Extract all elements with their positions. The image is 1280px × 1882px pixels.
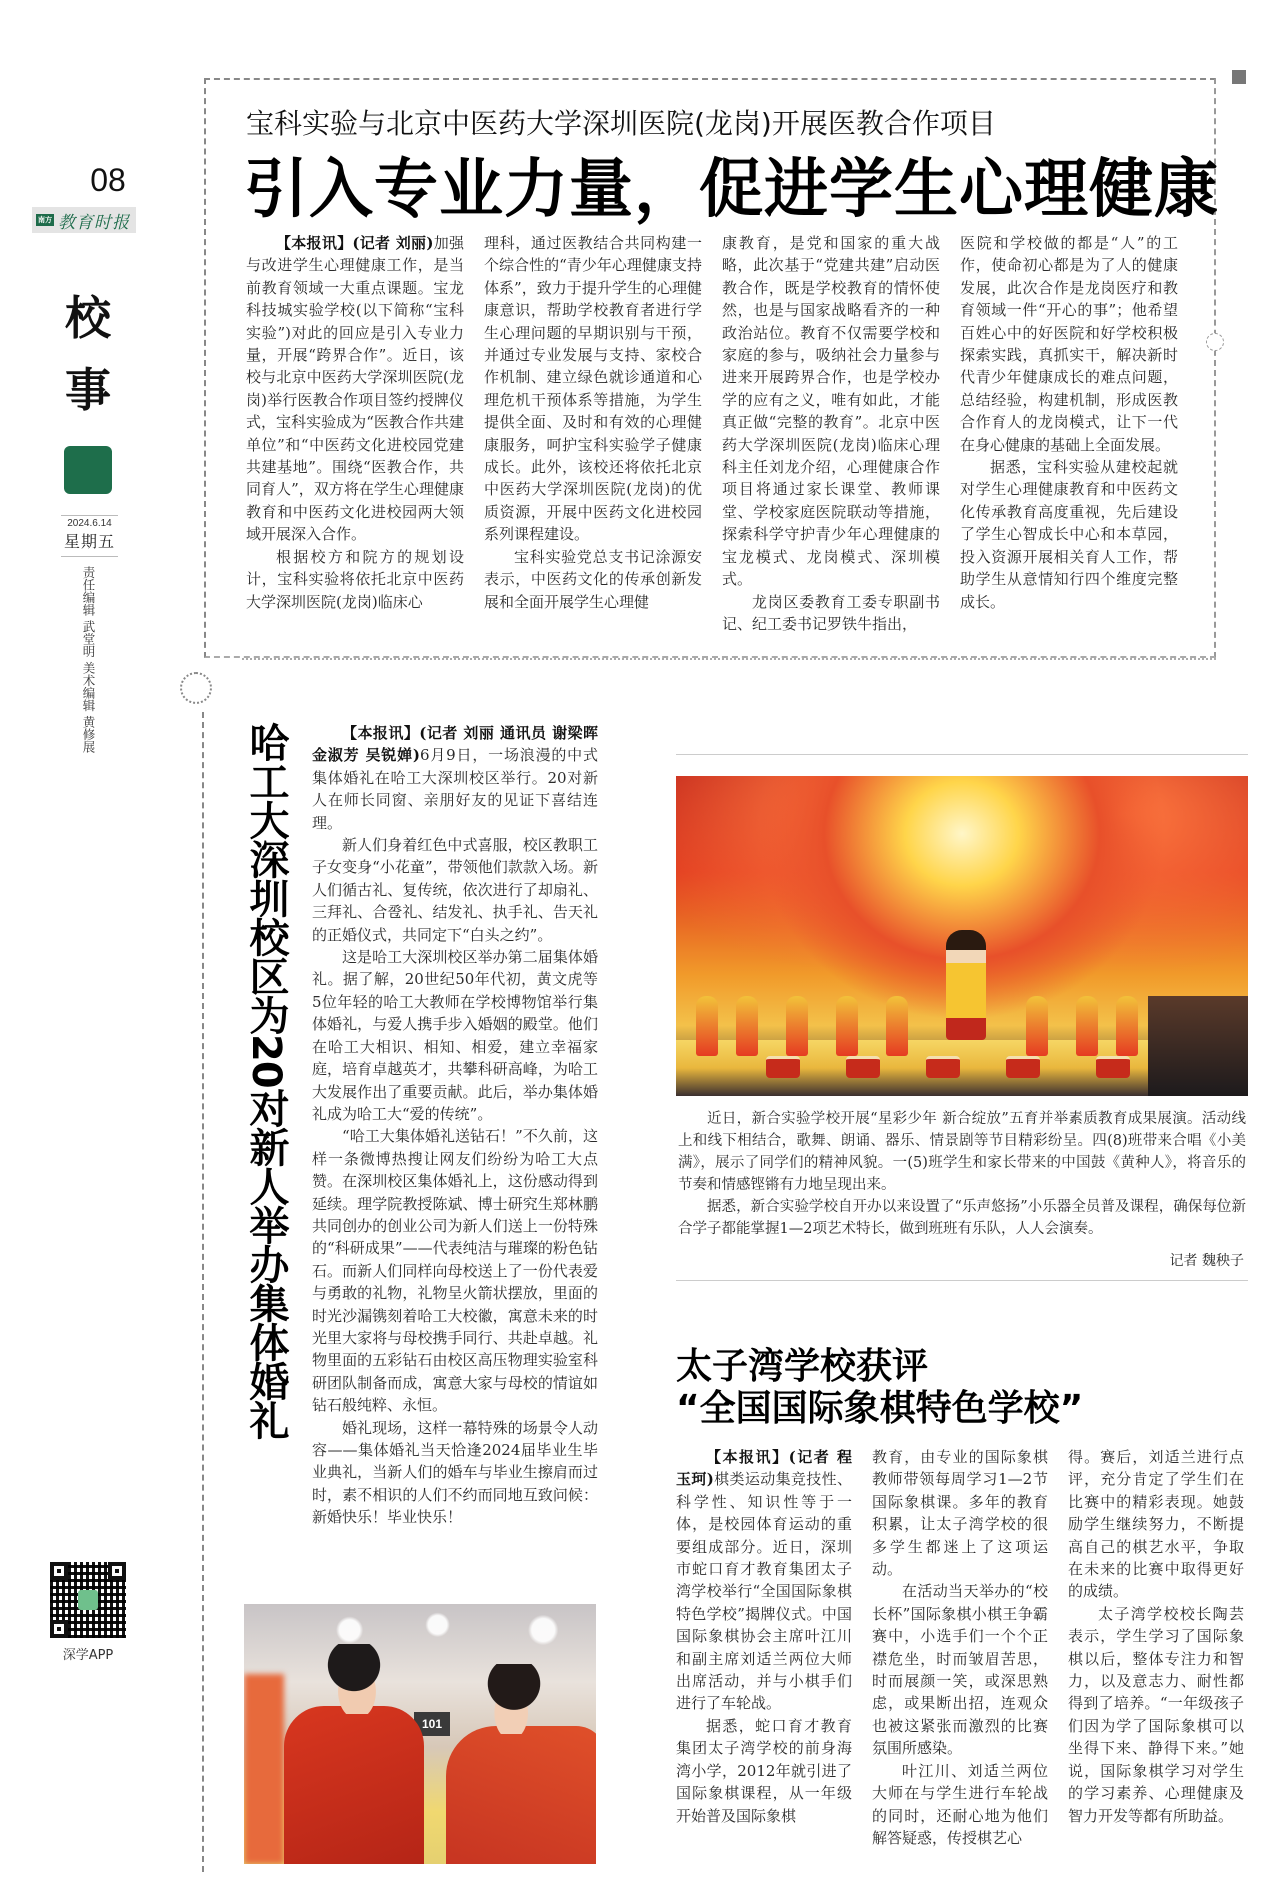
qr-code-icon[interactable] bbox=[50, 1562, 126, 1638]
article1-kicker: 宝科实验与北京中医药大学深圳医院(龙岗)开展医教合作项目 bbox=[246, 107, 996, 140]
section-divider bbox=[242, 658, 1216, 660]
photo-bottom-rule bbox=[676, 1280, 1248, 1281]
section-title-char-1: 校 bbox=[65, 291, 111, 345]
performance-photo bbox=[676, 776, 1248, 1096]
issue-date bbox=[61, 515, 118, 557]
paragraph: 教育，由专业的国际象棋教师带领每周学习1—2节国际象棋课。多年的教育积累，让太子湾学校的很多学生都迷上了这项运动。 bbox=[872, 1448, 1048, 1579]
frame-corner-marker bbox=[1232, 70, 1246, 84]
bride-figure bbox=[446, 1664, 596, 1864]
article2-body bbox=[312, 722, 598, 1529]
paragraph: 叶江川、刘适兰两位大师在与学生进行车轮战的同时，还耐心地为他们解答疑惑，传授棋艺心 bbox=[872, 1761, 1048, 1847]
paragraph: 婚礼现场，这样一幕特殊的场景令人动容——集体婚礼当天恰逢2024届毕业生毕业典礼，当新人们的婚车与毕业生擦肩而过时，素不相识的人们不约而同地互致问候：新婚快乐！毕业快乐！ bbox=[312, 1418, 598, 1527]
paragraph: 康教育，是党和国家的重大战略，此次基于“党建共建”启动医教合作，既是学校教育的情怀使然，也是与国家战略看齐的一种政治站位。教育不仅需要学校和家庭的参与，吸纳社会力量参与进来开展跨界合作，也是学校办学的应有之义，唯有如此，才能真正做“完整的教育”。北京中医药大学深圳医院(龙岗)临床心理科主任刘龙介绍，心理健康合作项目将通过家长课堂、教师课堂、学校家庭医院联动等措施，探索科学守护青少年心理健康的宝龙模式、龙岗模式、深圳模式。 bbox=[722, 234, 940, 589]
caption-paragraph: 据悉，新合实验学校自开办以来设置了“乐声悠扬”小乐器全员普及课程，确保每位新合学子都能掌握1—2项艺术特长，做到班班有乐队，人人会演奏。 bbox=[678, 1199, 1246, 1237]
photo-top-rule bbox=[676, 754, 1248, 755]
paragraph: “哈工大集体婚礼送钻石！”不久前，这样一条微博热搜让网友们纷纷为哈工大点赞。在深圳校区集体婚礼上，这份感动得到延续。理学院教授陈斌、博士研究生郑林鹏共同创办的创业公司为新人们送上一份特殊的“科研成果”——代表纯洁与璀璨的粉色钻石。而新人们同样向母校送上了一份代表爱与勇敢的礼物，礼物呈火箭状摆放，里面的时光沙漏镌刻着哈工大校徽，寓意未来的时光里大家将与母校携手同行、共赴卓越。礼物里面的五彩钻石由校区高压物理实验室科研团队制备而成，寓意大家与母校的情谊如钻石般纯粹、永恒。 bbox=[312, 1127, 598, 1415]
section-color-block bbox=[64, 446, 112, 494]
article2-frame-line bbox=[202, 712, 204, 1872]
article1-column-4 bbox=[960, 232, 1178, 613]
paragraph: 根据校方和院方的规划设计，宝科实验将依托北京中医药大学深圳医院(龙岗)临床心 bbox=[246, 547, 464, 611]
paragraph: 【本报讯】(记者 刘丽)加强与改进学生心理健康工作，是当前教育领域一大重点课题。宝龙科技城实验学校(以下简称“宝科实验”)对此的回应是引入专业力量，开展“跨界合作”。近日，该校与北京中医药大学深圳医院(龙岗)举行医教合作项目签约授牌仪式，宝科实验成为“医教合作共建单位”和“中医药文化进校园党建共建基地”。围绕“医教合作，共同育人”，双方将在学生心理健康教育和中医药文化进校园两大领域开展深入合作。 bbox=[246, 234, 464, 544]
groom-figure bbox=[284, 1644, 414, 1864]
section-title-char-2: 事 bbox=[65, 363, 111, 417]
logo-badge: 南方 bbox=[36, 214, 54, 226]
frame-circle-ornament bbox=[1206, 333, 1224, 351]
paragraph: 得。赛后，刘适兰进行点评，充分肯定了学生们在比赛中的精彩表现。她鼓励学生继续努力，不断提高自己的棋艺水平，争取在未来的比赛中取得更好的成绩。 bbox=[1068, 1448, 1244, 1601]
wedding-photo bbox=[244, 1604, 596, 1864]
article3-column-2 bbox=[872, 1446, 1048, 1849]
article3-headline bbox=[676, 1346, 1083, 1430]
paragraph: 医院和学校做的都是“人”的工作，使命初心都是为了人的健康发展，此次合作是龙岗医疗和教育领域一件“开心的事”；他希望百姓心中的好医院和好学校积极探索实践，真抓实干，解决新时代青少年健康成长的难点问题，总结经验，构建机制，形成医教合作育人的龙岗模式，让下一代在身心健康的基础上全面发展。 bbox=[960, 234, 1178, 454]
headline-line-2: “全国国际象棋特色学校” bbox=[676, 1388, 1084, 1429]
divider-circle-ornament bbox=[180, 672, 212, 704]
app-logo-icon bbox=[78, 1590, 98, 1610]
article1-column-2 bbox=[484, 232, 702, 613]
headline-line-1: 太子湾学校获评 bbox=[676, 1346, 929, 1387]
lead-performer bbox=[946, 930, 986, 1040]
editors-credit: 责任编辑 武堂明 美术编辑 黄修展 bbox=[81, 566, 96, 753]
paragraph: 太子湾学校校长陶芸表示，学生学习了国际象棋以后，整体专注力和智力，以及意志力、耐性都得到了培养。“一年级孩子们因为学了国际象棋可以坐得下来、静得下来。”她说，国际象棋学习对学生的学习素养、心理健康及智力开发等都有所助益。 bbox=[1068, 1604, 1244, 1825]
date-text: 2024.6.14 bbox=[67, 518, 112, 529]
qr-code-label: 深学APP bbox=[62, 1648, 114, 1663]
venue-sign: 101 bbox=[414, 1712, 450, 1736]
paragraph: 新人们身着红色中式喜服，校区教职工子女变身“小花童”，带领他们款款入场。新人们循古礼、复传统，依次进行了却扇礼、三拜礼、合卺礼、结发礼、执手礼、告天礼的正婚仪式，共同定下“白头之约”。 bbox=[312, 836, 598, 944]
article1-column-3 bbox=[722, 232, 940, 635]
paragraph: 据悉，宝科实验从建校起就对学生心理健康教育和中医药文化传承教育高度重视，先后建设了学生心智成长中心和本草园，投入资源开展相关育人工作，帮助学生从意情知行四个维度完整成长。 bbox=[960, 458, 1178, 611]
paragraph: 据悉，蛇口育才教育集团太子湾学校的前身海湾小学，2012年就引进了国际象棋课程，从一年级开始普及国际象棋 bbox=[676, 1716, 852, 1825]
paragraph: 理科，通过医教结合共同构建一个综合性的“青少年心理健康支持体系”，致力于提升学生的心理健康意识，帮助学校教育者进行学生心理问题的早期识别与干预，并通过专业发展与支持、家校合作机制、建立绿色就诊通道和心理危机干预体系等措施，为学生提供全面、及时和有效的心理健康服务，呵护宝科实验学子健康成长。此外，该校还将依托北京中医药大学深圳医院(龙岗)的优质资源，开展中医药文化进校园系列课程建设。 bbox=[484, 234, 702, 544]
paragraph: 这是哈工大深圳校区举办第二届集体婚礼。据了解，20世纪50年代初，黄文虎等5位年轻的哈工大教师在学校博物馆举行集体婚礼，与爱人携手步入婚姻的殿堂。他们在哈工大相识、相知、相爱，建立幸福家庭，培育卓越英才，共攀科研高峰，为哈工大发展作出了重要贡献。此后，举办集体婚礼成为哈工大“爱的传统”。 bbox=[312, 948, 598, 1123]
paragraph: 【本报讯】(记者 程玉珂)棋类运动集竞技性、科学性、知识性等于一体，是校园体育运动的重要组成部分。近日，深圳市蛇口育才教育集团太子湾学校举行“全国国际象棋特色学校”揭牌仪式。中国国际象棋协会主席叶江川和副主席刘适兰两位大师出席活动，并与小棋手们进行了车轮战。 bbox=[676, 1448, 852, 1713]
article1-headline: 引入专业力量，促进学生心理健康 bbox=[244, 153, 1219, 227]
newspaper-name: 教育时报 bbox=[58, 212, 130, 233]
paragraph: 龙岗区委教育工委专职副书记、纪工委书记罗铁牛指出， bbox=[722, 592, 940, 633]
weekday-text: 星期五 bbox=[63, 532, 115, 551]
photo-caption bbox=[678, 1108, 1246, 1240]
newspaper-logo bbox=[32, 207, 136, 233]
paragraph: 在活动当天举办的“校长杯”国际象棋小棋王争霸赛中，小选手们一个个正襟危坐，时而皱眉苦思，时而展颜一笑，或深思熟虑，或果断出招，连观众也被这紧张而激烈的比赛氛围所感染。 bbox=[872, 1582, 1048, 1758]
caption-paragraph: 近日，新合实验学校开展“星彩少年 新合绽放”五育并举素质教育成果展演。活动线上和线下相结合，歌舞、朗诵、器乐、情景剧等节目精彩纷呈。四(8)班带来合唱《小美满》，展示了同学们的精神风貌。一(5)班学生和家长带来的中国鼓《黄种人》，将音乐的节奏和情感铿锵有力地呈现出来。 bbox=[678, 1111, 1246, 1193]
article2-headline: 哈工大深圳校区为20对新人举办集体婚礼 bbox=[243, 722, 289, 1439]
paragraph: 宝科实验党总支书记涂源安表示，中医药文化的传承创新发展和全面开展学生心理健 bbox=[484, 547, 702, 611]
page-number: 08 bbox=[90, 162, 126, 198]
article3-column-3 bbox=[1068, 1446, 1244, 1827]
article3-column-1 bbox=[676, 1446, 852, 1827]
photo-byline: 记者 魏秧子 bbox=[1169, 1253, 1244, 1269]
paragraph: 【本报讯】(记者 刘丽 通讯员 谢梁晖 金淑芳 吴锐婵)6月9日，一场浪漫的中式集体婚礼在哈工大深圳校区举行。20对新人在师长同窗、亲朋好友的见证下喜结连理。 bbox=[312, 724, 598, 832]
article1-column-1 bbox=[246, 232, 464, 613]
